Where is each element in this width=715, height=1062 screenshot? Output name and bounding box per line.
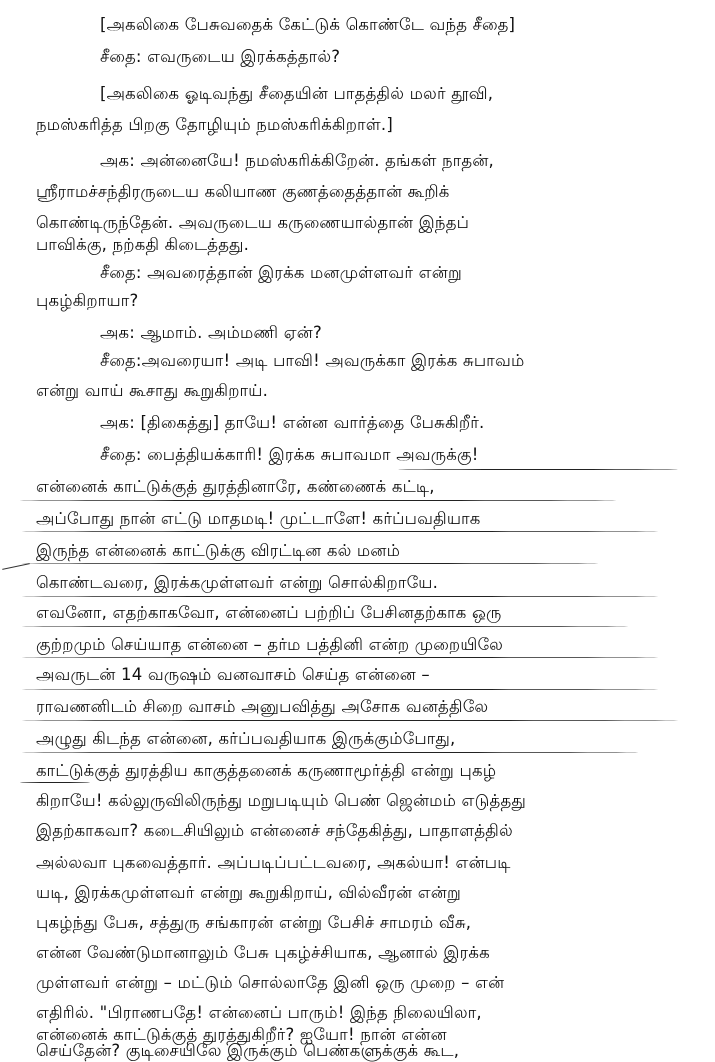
text-line: செய்தேன்? குடிசையிலே இருக்கும் பெண்களுக்குக் கூட,	[36, 1041, 460, 1060]
handwritten-underline	[20, 531, 660, 532]
text-line: ஸ்ரீராமச்சந்திரருடைய கலியாண குணத்தைத்தான் கூறிக்	[36, 182, 450, 201]
text-line: [அகலிகை பேசுவதைக் கேட்டுக் கொண்டே வந்த சீதை]	[100, 15, 516, 34]
text-line: காட்டுக்குத் துரத்திய காகுத்தனைக் கருணாமூர்த்தி என்று புகழ்	[36, 761, 497, 780]
text-line: என்னைக் காட்டுக்குத் துரத்தினாரே, கண்ணைக் கட்டி,	[36, 477, 435, 496]
text-line: கொண்டிருந்தேன். அவருடைய கருணையால்தான் இந்தப்	[36, 213, 470, 232]
handwritten-underline	[20, 596, 660, 597]
text-line: குற்றமும் செய்யாத என்னை – தர்ம பத்தினி என்ற முறையிலே	[36, 635, 504, 654]
text-line: இதற்காகவா? கடைசியிலும் என்னைச் சந்தேகித்து, பாதாளத்தில்	[36, 821, 513, 840]
text-line: சீதை: எவருடைய இரக்கத்தால்?	[100, 47, 341, 66]
text-line: என்று வாய் கூசாது கூறுகிறாய்.	[36, 381, 269, 400]
text-line: ராவணனிடம் சிறை வாசம் அனுபவித்து அசோக வனத்திலே	[36, 697, 489, 716]
text-line: எவனோ, எதற்காகவோ, என்னைப் பற்றிப் பேசினதற்காக ஒரு	[36, 603, 502, 622]
text-line: சீதை: அவரைத்தான் இரக்க மனமுள்ளவர் என்று	[100, 263, 462, 282]
text-line: சீதை: பைத்தியக்காரி! இரக்க சுபாவமா அவருக்கு!	[100, 445, 479, 464]
text-line: என்னைக் காட்டுக்குத் துரத்துகிறீர்? ஐயோ! நான் என்ன	[36, 1025, 447, 1044]
text-line: அழுது கிடந்த என்னை, கர்ப்பவதியாக இருக்கும்போது,	[36, 729, 456, 748]
text-line: யடி, இரக்கமுள்ளவர் என்று கூறுகிறாய், வில்வீரன் என்று	[36, 883, 461, 902]
text-line: என்ன வேண்டுமானாலும் பேசு புகழ்ச்சியாக, ஆனால் இரக்க	[36, 943, 490, 962]
handwritten-underline	[20, 752, 640, 753]
text-line: எதிரில். "பிராணபதே! என்னைப் பாரும்! இந்த நிலையிலா,	[36, 1003, 482, 1022]
handwritten-underline	[20, 626, 630, 627]
handwritten-underline	[20, 720, 680, 721]
handwritten-underline	[20, 563, 600, 564]
margin-pen-mark	[2, 563, 30, 570]
handwritten-underline	[398, 469, 678, 470]
text-line: புகழ்ந்து பேசு, சத்துரு சங்காரன் என்று பேசிச் சாமரம் வீசு,	[36, 913, 472, 932]
handwritten-underline	[20, 689, 660, 690]
text-line: முள்ளவர் என்று – மட்டும் சொல்லாதே இனி ஒரு முறை – என்	[36, 973, 505, 992]
text-line: அல்லவா புகவைத்தார். அப்படிப்பட்டவரை, அகல்யா! என்படி	[36, 853, 511, 872]
handwritten-underline	[20, 782, 90, 783]
text-line: அப்போது நான் எட்டு மாதமடி! முட்டாளே! கர்ப்பவதியாக	[36, 509, 481, 528]
text-line: புகழ்கிறாயா?	[36, 291, 139, 310]
text-line: சீதை:அவரையா! அடி பாவி! அவருக்கா இரக்க சுபாவம்	[100, 351, 525, 370]
text-line: இருந்த என்னைக் காட்டுக்கு விரட்டின கல் மனம்	[36, 541, 401, 560]
text-line: கொண்டவரை, இரக்கமுள்ளவர் என்று சொல்கிறாயே.	[36, 573, 439, 592]
handwritten-underline	[20, 657, 660, 658]
text-line: கிறாயே! கல்லுருவிலிருந்து மறுபடியும் பெண் ஜென்மம் எடுத்தது	[36, 791, 526, 810]
text-line: அக: [திகைத்து] தாயே! என்ன வார்த்தை பேசுகிறீர்.	[100, 413, 485, 432]
text-line: அக: அன்னையே! நமஸ்கரிக்கிறேன். தங்கள் நாதன்,	[100, 151, 494, 170]
text-line: [அகலிகை ஓடிவந்து சீதையின் பாதத்தில் மலர் தூவி,	[100, 84, 494, 103]
text-line: நமஸ்கரித்த பிறகு தோழியும் நமஸ்கரிக்கிறாள்.]	[36, 115, 393, 134]
text-line: பாவிக்கு, நற்கதி கிடைத்தது.	[36, 235, 250, 254]
text-line: அவருடன் 14 வருஷம் வனவாசம் செய்த என்னை –	[36, 665, 430, 684]
text-line: அக: ஆமாம். அம்மணி ஏன்?	[100, 323, 322, 342]
handwritten-underline	[18, 500, 618, 501]
